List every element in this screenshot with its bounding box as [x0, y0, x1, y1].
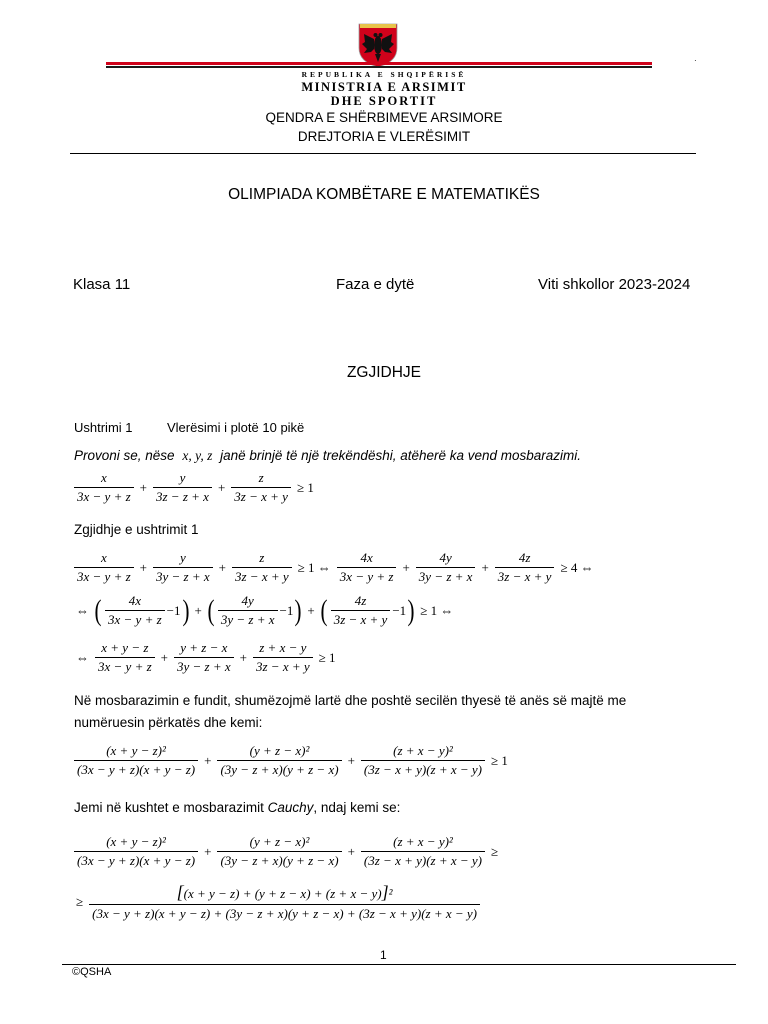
- paragraph-2: Jemi në kushtet e mosbarazimit Cauchy, ndaj kemi se:: [74, 800, 401, 815]
- solution-step-6: ≥ [(x + y − z) + (y + z − x) + (z + x − y)]² (3x − y + z)(x + y − z) + (3y − z + x)(y + z − x) + (3z − x + y)(z + x − y): [72, 882, 482, 922]
- copyright-text: ©QSHA: [72, 966, 112, 978]
- solution-step-5: $\frac{\text{(x + y − z)²}}{(3x - y + z)(x + y - z)}$ + $\frac{\text{(y + z − x)²}}{(3y - z + x)(y + z - x)}$ + $\frac{\text{(z + x − y)²}}{(3z - x + y)(z + x - y)}$ ≥: [72, 834, 502, 869]
- solution-heading: Zgjidhje e ushtrimit 1: [74, 522, 199, 537]
- solution-step-1: $\frac{x}{3x - y + z}$ + $\frac{y}{3y - z + x}$ + $\frac{z}{3z - x + y}$ ≥ 1 ⇔ $\frac{4x}{3x - y + z}$ + $\frac{4y}{3y - z + x}$ + $\frac{4z}{3z - x + y}$ ≥ 4 ⇔: [72, 550, 598, 585]
- klasa-label: Klasa 11: [73, 276, 131, 293]
- solution-step-3: ⇔ $\frac{x + y - z}{3x - y + z}$ + $\frac{y + z - x}{3y - z + x}$ + $\frac{z + x - y}{3z - x + y}$ ≥ 1: [76, 640, 336, 674]
- dhe-sportit-text: DHE SPORTIT: [330, 94, 438, 108]
- exercise-label: Ushtrimi 1: [74, 420, 133, 435]
- header-dark-rule: [106, 66, 652, 68]
- header-red-rule: [106, 62, 652, 65]
- exercise-points: Vlerësimi i plotë 10 pikë: [167, 420, 305, 435]
- header-divider: [70, 153, 696, 154]
- solution-step-2: ⇔ ( $\frac{4x}{3x - y + z}$ −1 ) + ( $\frac{4y}{3y - z + x}$ −1 ) + ( $\frac{4z}{3z - x + y}$ −1 ) ≥ 1 ⇔: [76, 593, 454, 627]
- header-dot: ·: [694, 56, 697, 65]
- page-number: 1: [380, 948, 387, 962]
- page-title: OLIMPIADA KOMBËTARE E MATEMATIKËS: [228, 186, 540, 203]
- faza-label: Faza e dytë: [336, 276, 415, 293]
- qendra-text: QENDRA E SHËRBIMEVE ARSIMORE: [265, 110, 503, 125]
- ministria-text: MINISTRIA E ARSIMIT: [301, 80, 467, 94]
- section-title: ZGJIDHJE: [346, 364, 422, 381]
- footer-divider: [62, 964, 736, 965]
- drejtoria-text: DREJTORIA E VLERËSIMIT: [297, 129, 471, 144]
- solution-step-4: $\frac{\text{(x + y − z)²}}{(3x - y + z)(x + y - z)}$ + $\frac{\text{(y + z − x)²}}{(3y - z + x)(y + z - x)}$ + $\frac{\text{(z + x − y)²}}{(3z - x + y)(z + x - y)}$ ≥ 1: [72, 743, 512, 778]
- inequality-statement: $\frac{x}{3x - y + z}$ + $\frac{y}{3z - z + x}$ + $\frac{z}{3z - x + y}$ ≥ 1: [72, 470, 318, 505]
- paragraph-1: Në mosbarazimin e fundit, shumëzojmë lartë dhe poshtë secilën thyesë të anës së majtë me numëruesin përkatës dhe kemi:: [74, 693, 627, 730]
- republika-text: REPUBLIKA E SHQIPËRISË: [301, 70, 467, 79]
- exercise-statement: Provoni se, nëse x, y, z janë brinjë të një trekëndëshi, atëherë ka vend mosbarazimi.: [74, 448, 582, 463]
- viti-label: Viti shkollor 2023-2024: [538, 276, 691, 293]
